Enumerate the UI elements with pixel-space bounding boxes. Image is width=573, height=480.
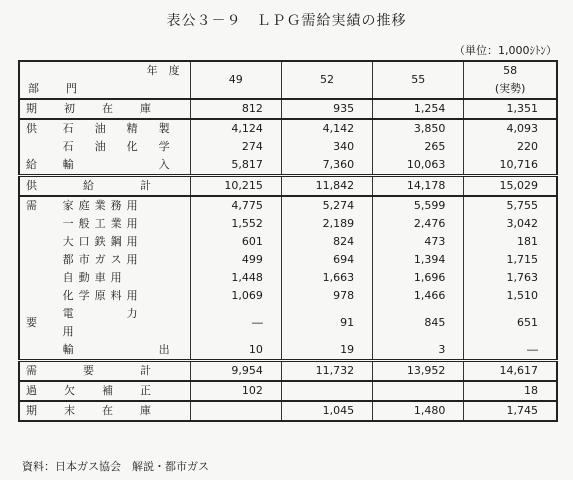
row-demand-6: 化学原料用 1,069 978 1,466 1,510 <box>19 287 557 305</box>
year-49: 49 <box>190 61 281 99</box>
row-kaketsu: 過 欠 補 正 102 18 <box>19 381 557 401</box>
header-nendo: 年 度 <box>146 64 180 77</box>
header-bumon: 部 門 <box>28 82 85 95</box>
row-supply-3: 給 輸 入 5,817 7,360 10,063 10,716 <box>19 156 557 176</box>
page-title: 表公３－９ ＬＰＧ需給実績の推移 <box>166 13 407 29</box>
year-58: 58 (実勢) <box>464 61 557 99</box>
demand-side-top: 需 <box>19 196 57 215</box>
row-kisho: 期 初 在 庫 812 935 1,254 1,351 <box>19 99 557 119</box>
row-demand-4: 都市ガス用 499 694 1,394 1,715 <box>19 251 557 269</box>
row-kimatsu: 期 末 在 庫 1,045 1,480 1,745 <box>19 401 557 421</box>
row-demand-total: 需 要 計 9,954 11,732 13,952 14,617 <box>19 361 557 382</box>
year-55: 55 <box>373 61 464 99</box>
row-demand-3: 大口鉄鋼用 601 824 473 181 <box>19 233 557 251</box>
header-row <box>19 61 557 99</box>
unit-note: （単位：1,000ｼﾄﾝ） <box>454 44 557 57</box>
supply-side-bottom: 給 <box>26 158 37 171</box>
row-demand-8: 輸 出 10 19 3 ― <box>19 341 557 361</box>
row-demand-2: 一般工業用 1,552 2,189 2,476 3,042 <box>19 215 557 233</box>
row-demand-7: 要 電 力 用 ― 91 845 651 <box>19 305 557 341</box>
row-demand-1: 需 家庭業務用 4,775 5,274 5,599 5,755 <box>19 196 557 215</box>
demand-side-bottom: 要 <box>26 316 37 329</box>
year-52: 52 <box>281 61 372 99</box>
source-note: 資料：日本ガス協会 解説・都市ガス <box>22 460 209 473</box>
row-demand-5: 自動車用 1,448 1,663 1,696 1,763 <box>19 269 557 287</box>
lpg-supply-demand-table <box>18 60 558 422</box>
supply-side-top: 供 <box>19 119 57 138</box>
row-supply-1: 供 石 油 精 製 4,124 4,142 3,850 4,093 <box>19 119 557 138</box>
row-supply-total: 供 給 計 10,215 11,842 14,178 15,029 <box>19 176 557 197</box>
year-58-note: (実勢) <box>494 82 526 95</box>
row-supply-2: 石 油 化 学 274 340 265 220 <box>19 138 557 156</box>
